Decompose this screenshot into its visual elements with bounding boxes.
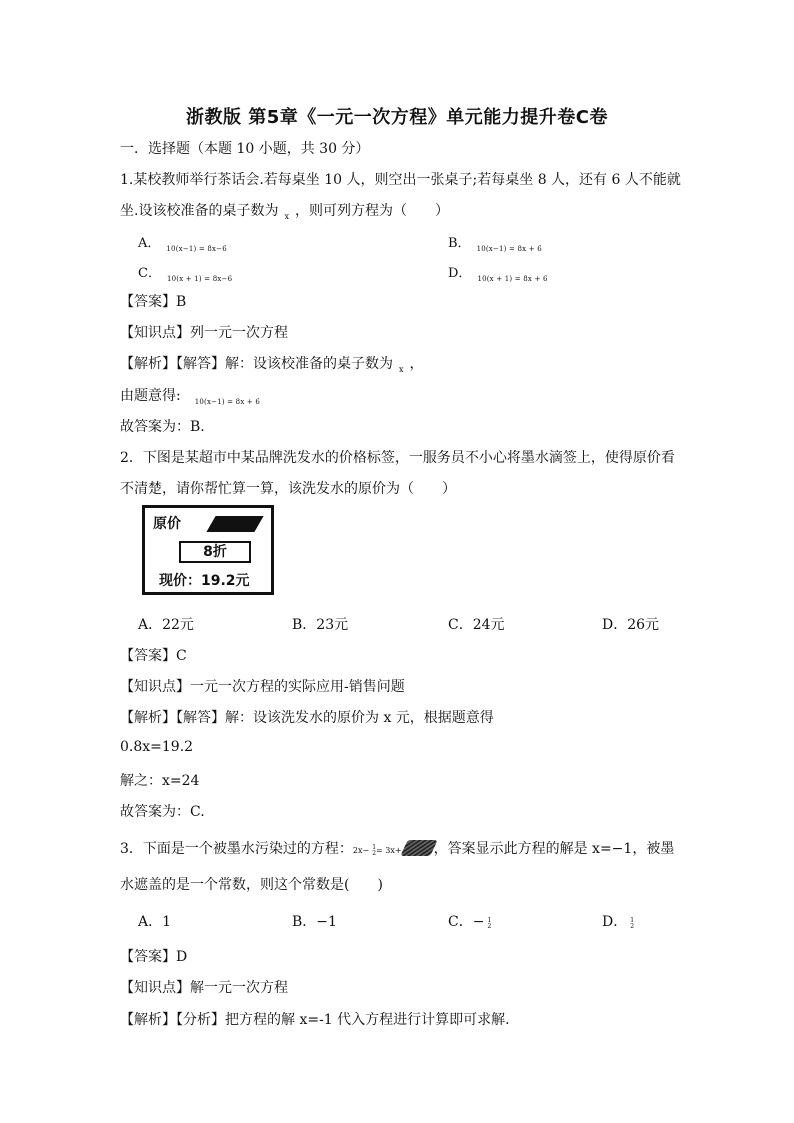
- q1-conclusion: 故答案为：B.: [120, 419, 205, 435]
- q1-variable: x: [284, 212, 289, 221]
- q3-eq-right: = 3x+: [376, 846, 402, 855]
- q2-conclusion: 故答案为：C.: [120, 804, 205, 820]
- answer-label: 【答案】: [120, 949, 176, 965]
- ink-blot-icon: [400, 840, 437, 856]
- q3-answer: [120, 946, 187, 966]
- q3-option-d-den: 2: [630, 923, 635, 930]
- tag-discount-box: 8折: [179, 541, 251, 563]
- q1-solution-tail: ，: [409, 356, 424, 372]
- q1-option-a-formula: 10(x−1) = 8x−6: [166, 245, 227, 253]
- q3-option-b: B．−1: [292, 914, 337, 930]
- q1-stem-line1: 1.某校教师举行茶话会.若每桌坐 10 人，则空出一张桌子;若每桌坐 8 人，还有 6 人不能就: [120, 172, 681, 188]
- method-label: 【分析】: [176, 1012, 225, 1028]
- q2-analysis: [120, 707, 494, 727]
- q1-answer: [120, 291, 186, 311]
- knowledge-label: 【知识点】: [120, 980, 190, 996]
- q1-stem-line2: [120, 200, 449, 221]
- q1-derivation-formula: 10(x−1) = 8x + 6: [194, 398, 261, 406]
- q3-analysis: [120, 1009, 510, 1029]
- solution-label: 【解答】: [176, 356, 225, 372]
- q1-derivation-label: 由题意得:: [120, 388, 181, 404]
- q1-option-d-formula: 10(x + 1) = 8x + 6: [477, 275, 548, 283]
- q2-knowledge: [120, 676, 405, 696]
- q1-solution-text: 解：设该校准备的桌子数为: [225, 356, 393, 372]
- q3-option-d: [602, 911, 634, 931]
- section-heading: 一．选择题（本题 10 小题，共 30 分）: [120, 141, 370, 157]
- q1-option-b-formula: 10(x−1) = 8x + 6: [476, 245, 542, 253]
- q2-answer-value: C: [176, 648, 187, 664]
- q3-answer-value: D: [176, 949, 188, 965]
- q3-stem-line2: 水遮盖的是一个常数，则这个常数是( ): [120, 877, 383, 893]
- q1-stem-text: 坐.设该校准备的桌子数为: [120, 203, 279, 219]
- q2-option-c: C．24元: [448, 617, 505, 633]
- tag-original-price-label: 原价: [153, 516, 181, 532]
- q3-frac-num: 1: [372, 844, 377, 851]
- page-title: 浙教版 第5章《一元一次方程》单元能力提升卷C卷: [186, 107, 608, 128]
- q3-option-c-den: 2: [487, 923, 492, 930]
- q1-analysis: [120, 353, 424, 374]
- q3-option-c: [448, 911, 491, 931]
- q1-solution-variable: x: [399, 365, 404, 374]
- q2-knowledge-value: 一元一次方程的实际应用-销售问题: [190, 679, 405, 695]
- q1-answer-value: B: [176, 294, 187, 310]
- q3-option-d-fraction: [630, 918, 634, 930]
- q3-stem-line1: [120, 838, 674, 858]
- q3-knowledge: [120, 977, 288, 997]
- q2-stem-line1: 2．下图是某超市中某品牌洗发水的价格标签，一服务员不小心将墨水滴签上，使得原价看: [120, 450, 675, 466]
- q3-option-c-fraction: [487, 918, 491, 930]
- analysis-label: 【解析】: [120, 710, 176, 726]
- answer-label: 【答案】: [120, 648, 176, 664]
- q2-answer: [120, 645, 187, 665]
- solution-label: 【解答】: [176, 710, 225, 726]
- q3-option-c-letter: C．−: [448, 914, 485, 930]
- q2-stem-line2: 不清楚，请你帮忙算一算，该洗发水的原价为（ ）: [120, 481, 456, 497]
- q1-option-b: [448, 232, 542, 253]
- q1-knowledge: [120, 322, 288, 342]
- q3-stem-tail: ，答案显示此方程的解是 x=−1，被墨: [433, 841, 675, 857]
- q2-option-a: A．22元: [138, 617, 194, 633]
- knowledge-label: 【知识点】: [120, 325, 190, 341]
- tag-current-price: 现价：19.2元: [159, 573, 250, 589]
- q1-stem-tail: ，则可列方程为（ ）: [294, 203, 449, 219]
- q1-derivation: [120, 385, 260, 406]
- q2-option-b: B．23元: [292, 617, 349, 633]
- ink-blot-icon: [206, 516, 263, 532]
- q1-option-b-letter: B．: [448, 236, 471, 251]
- q3-option-d-num: 1: [630, 917, 635, 924]
- q1-option-d-letter: D．: [448, 266, 472, 281]
- q1-option-a-letter: A．: [138, 236, 161, 251]
- q3-option-d-letter: D．: [602, 914, 628, 930]
- q3-eq-left: 2x−: [352, 846, 370, 855]
- q1-option-c: [138, 262, 232, 283]
- knowledge-label: 【知识点】: [120, 679, 190, 695]
- q2-option-d: D．26元: [602, 617, 660, 633]
- q3-frac-den: 2: [372, 850, 377, 857]
- answer-label: 【答案】: [120, 294, 176, 310]
- q2-equation: 0.8x=19.2: [120, 739, 194, 755]
- q3-option-a: A．1: [138, 914, 172, 930]
- q2-solve: 解之：x=24: [120, 773, 200, 789]
- q1-option-c-letter: C．: [138, 266, 161, 281]
- q1-option-d: [448, 262, 548, 283]
- analysis-label: 【解析】: [120, 1012, 176, 1028]
- q3-equation: [353, 846, 402, 855]
- analysis-label: 【解析】: [120, 356, 176, 372]
- q3-knowledge-value: 解一元一次方程: [190, 980, 288, 996]
- q1-option-c-formula: 10(x + 1) = 8x−6: [166, 275, 233, 283]
- q1-option-a: [138, 232, 227, 253]
- q2-solution-text: 解：设该洗发水的原价为 x 元，根据题意得: [225, 710, 494, 726]
- price-tag-figure: [142, 505, 274, 595]
- q3-stem-text: 3．下面是一个被墨水污染过的方程：: [120, 841, 353, 857]
- q3-method-text: 把方程的解 x=-1 代入方程进行计算即可求解.: [225, 1012, 510, 1028]
- q3-option-c-num: 1: [487, 917, 492, 924]
- q1-knowledge-value: 列一元一次方程: [190, 325, 288, 341]
